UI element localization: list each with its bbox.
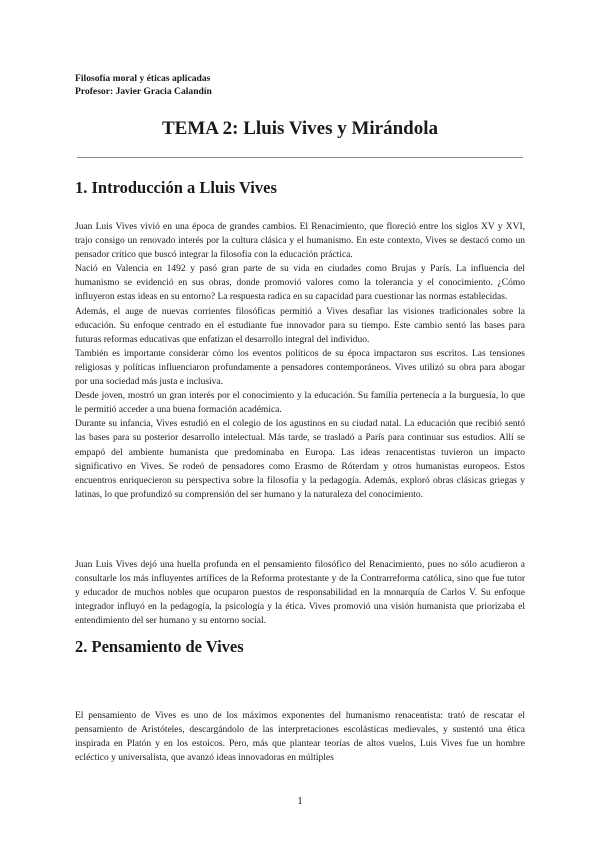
paragraph: Juan Luis Vives dejó una huella profunda en el pensamiento filosófico del Renacimiento, pues no sólo acudieron a consultarle los más influyentes artífices de la Reforma protestante y de la Contrarreforma católica, sino que fue tutor y educador de muchos nobles que ocuparon puestos de responsabilidad en la monarquía de Carlos V. Su enfoque integrador influyó en la pedagogía, la psicología y la ética. Vives promovió una visión humanista que priorizaba el entendimiento del ser humano y su entorno social. xyxy=(75,560,525,627)
professor-name: Profesor: Javier Gracia Calandín xyxy=(75,86,212,97)
paragraph: Durante su infancia, Vives estudió en el colegio de los agustinos en su ciudad natal. La educación que recibió sentó las bases para su posterior desarrollo intelectual. Más tarde, se trasladó a París para continuar sus estudios. Allí se empapó del ambiente humanista que predominaba en Europa. Las ideas renacentistas tuvieron un impacto significativo en Vives. Se rodeó de pensadores como Erasmo de Róterdam y otros humanistas europeos. Estos encuentros enriquecieron su perspectiva sobre la filosofía y la pedagogía. Además, exploró obras clásicas griegas y latinas, lo que profundizó su comprensión del ser humano y la naturaleza del conocimiento. xyxy=(75,419,525,500)
document-title: TEMA 2: Lluis Vives y Mirándola xyxy=(161,118,439,139)
page-number: 1 xyxy=(297,795,303,807)
paragraph: También es importante considerar cómo los eventos políticos de su época impactaron sus escritos. Las tensiones religiosas y políticas influenciaron profundamente a pensadores contemporáneos. Vives utilizó su obra para abogar por una sociedad más justa e inclusiva. xyxy=(75,348,525,388)
paragraph: Además, el auge de nuevas corrientes filosóficas permitió a Vives desafiar las visiones tradicionales sobre la educación. Su enfoque centrado en el estudiante fue innovador para su tiempo. Este cambio sentó las bases para futuras reformas educativas que enfatizan el desarrollo integral del individuo. xyxy=(75,306,525,345)
paragraph: El pensamiento de Vives es uno de los máximos exponentes del humanismo renacentista: trató de rescatar el pensamiento de Aristóteles, descargándolo de las interpretaciones escolásticas medievales, y sustentó una ética inspirada en Platón y en los estoicos. Pero, más que plantear teorías de altos vuelos, Luis Vives fue un hombre ecléctico y universalista, que avanzó ideas innovadoras en múltiples xyxy=(75,711,525,764)
paragraph: Desde joven, mostró un gran interés por el conocimiento y la educación. Su familia pertenecía a la burguesía, lo que le permitió acceder a una buena formación académica. xyxy=(75,391,525,416)
section-1-closing xyxy=(75,558,525,628)
title-divider xyxy=(77,157,523,158)
section-2-heading: 2. Pensamiento de Vives xyxy=(75,637,244,656)
course-name: Filosofía moral y éticas aplicadas xyxy=(75,73,211,84)
section-1-body xyxy=(75,220,525,502)
paragraph: Juan Luis Vives vivió en una época de grandes cambios. El Renacimiento, que floreció entre los siglos XV y XVI, trajo consigo un renovado interés por la cultura clásica y el humanismo. En este contexto, Vives se destacó como un pensador crítico que buscó integrar la filosofía con la educación práctica. xyxy=(75,222,525,261)
section-1-heading: 1. Introducción a Lluis Vives xyxy=(75,178,277,197)
section-2-body xyxy=(75,709,525,765)
paragraph: Nació en Valencia en 1492 y pasó gran parte de su vida en ciudades como Brujas y París. La influencia del humanismo se evidenció en sus obras, donde promovió valores como la tolerancia y el conocimiento. ¿Cómo influyeron estas ideas en su entorno? La respuesta radica en su capacidad para cuestionar las normas establecidas. xyxy=(75,264,525,303)
document-header xyxy=(75,72,212,98)
